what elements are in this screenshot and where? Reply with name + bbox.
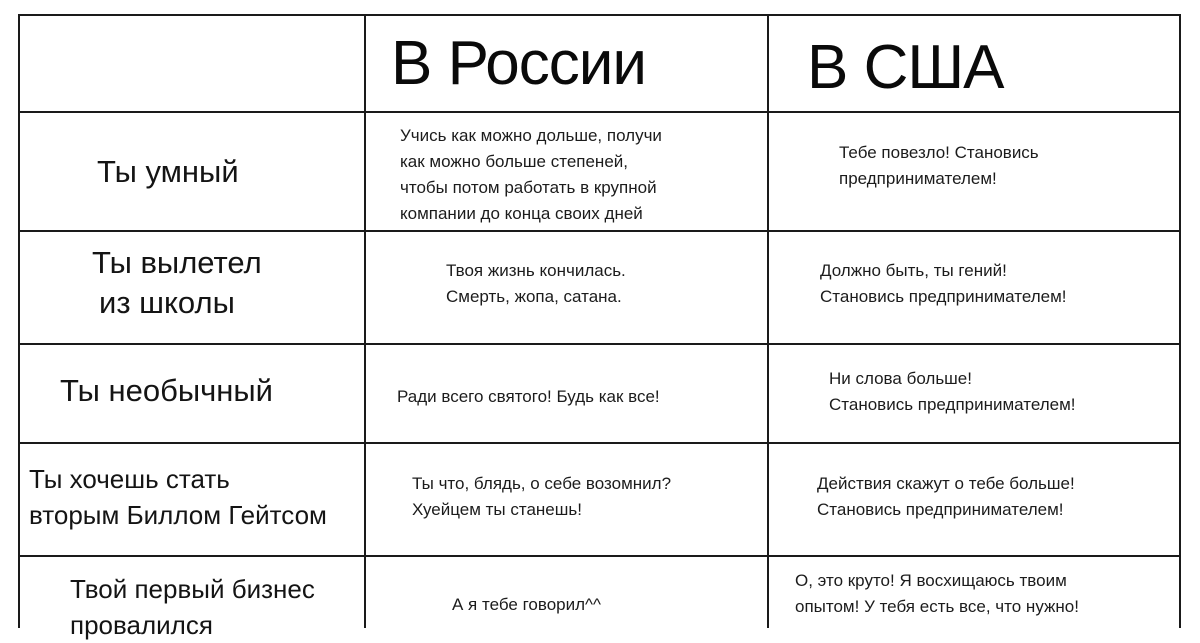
- row-divider: [18, 230, 1181, 232]
- usa-cell-line: Становись предпринимателем!: [820, 287, 1067, 306]
- row-label-line: из школы: [99, 285, 235, 320]
- column-divider: [364, 14, 366, 628]
- usa-cell-line: Становись предпринимателем!: [829, 395, 1076, 414]
- row-label: [70, 571, 315, 643]
- russia-cell-line: Твоя жизнь кончилась.: [446, 261, 626, 280]
- usa-cell-line: О, это круто! Я восхищаюсь твоим: [795, 571, 1067, 590]
- row-label-line: провалился: [70, 610, 213, 640]
- usa-cell-line: Ни слова больше!: [829, 369, 972, 388]
- row-divider: [18, 442, 1181, 444]
- usa-cell: [795, 568, 1079, 620]
- row-label-line: вторым Биллом Гейтсом: [29, 500, 327, 530]
- table-border-top: [18, 14, 1181, 16]
- russia-cell: [397, 384, 660, 410]
- table-border-right: [1179, 14, 1181, 628]
- usa-cell-line: опытом! У тебя есть все, что нужно!: [795, 597, 1079, 616]
- russia-cell-line: компании до конца своих дней: [400, 204, 643, 223]
- row-label-line: Твой первый бизнес: [70, 574, 315, 604]
- russia-cell: [412, 471, 671, 523]
- russia-cell-line: А я тебе говорил^^: [452, 595, 601, 614]
- russia-cell-line: чтобы потом работать в крупной: [400, 178, 657, 197]
- usa-cell: [817, 471, 1075, 523]
- header-russia: В России: [391, 29, 646, 98]
- russia-cell-line: Хуейцем ты станешь!: [412, 500, 582, 519]
- usa-cell-line: Становись предпринимателем!: [817, 500, 1064, 519]
- row-label-line: Ты хочешь стать: [29, 464, 230, 494]
- row-label: [60, 371, 273, 411]
- russia-cell-line: Ради всего святого! Будь как все!: [397, 387, 660, 406]
- usa-cell-line: Должно быть, ты гений!: [820, 261, 1007, 280]
- russia-cell: [452, 592, 601, 618]
- header-usa: В США: [807, 33, 1004, 102]
- row-label: [92, 243, 262, 323]
- row-label: [29, 461, 327, 533]
- usa-cell-line: предпринимателем!: [839, 169, 997, 188]
- russia-cell: [446, 258, 626, 310]
- row-divider: [18, 111, 1181, 113]
- usa-cell: [839, 140, 1039, 192]
- usa-cell-line: Действия скажут о тебе больше!: [817, 474, 1075, 493]
- row-label-line: Ты умный: [97, 154, 239, 189]
- column-divider: [767, 14, 769, 628]
- russia-cell-line: Учись как можно дольше, получи: [400, 126, 662, 145]
- usa-cell-line: Тебе повезло! Становись: [839, 143, 1039, 162]
- russia-cell-line: Ты что, блядь, о себе возомнил?: [412, 474, 672, 493]
- table-border-left: [18, 14, 20, 628]
- russia-cell-line: Смерть, жопа, сатана.: [446, 287, 622, 306]
- row-label-line: Ты вылетел: [92, 245, 262, 280]
- usa-cell: [820, 258, 1067, 310]
- row-label: [97, 152, 239, 192]
- usa-cell: [829, 366, 1076, 418]
- row-divider: [18, 555, 1181, 557]
- russia-cell-line: как можно больше степеней,: [400, 152, 628, 171]
- row-divider: [18, 343, 1181, 345]
- row-label-line: Ты необычный: [60, 373, 273, 408]
- russia-cell: [400, 123, 662, 227]
